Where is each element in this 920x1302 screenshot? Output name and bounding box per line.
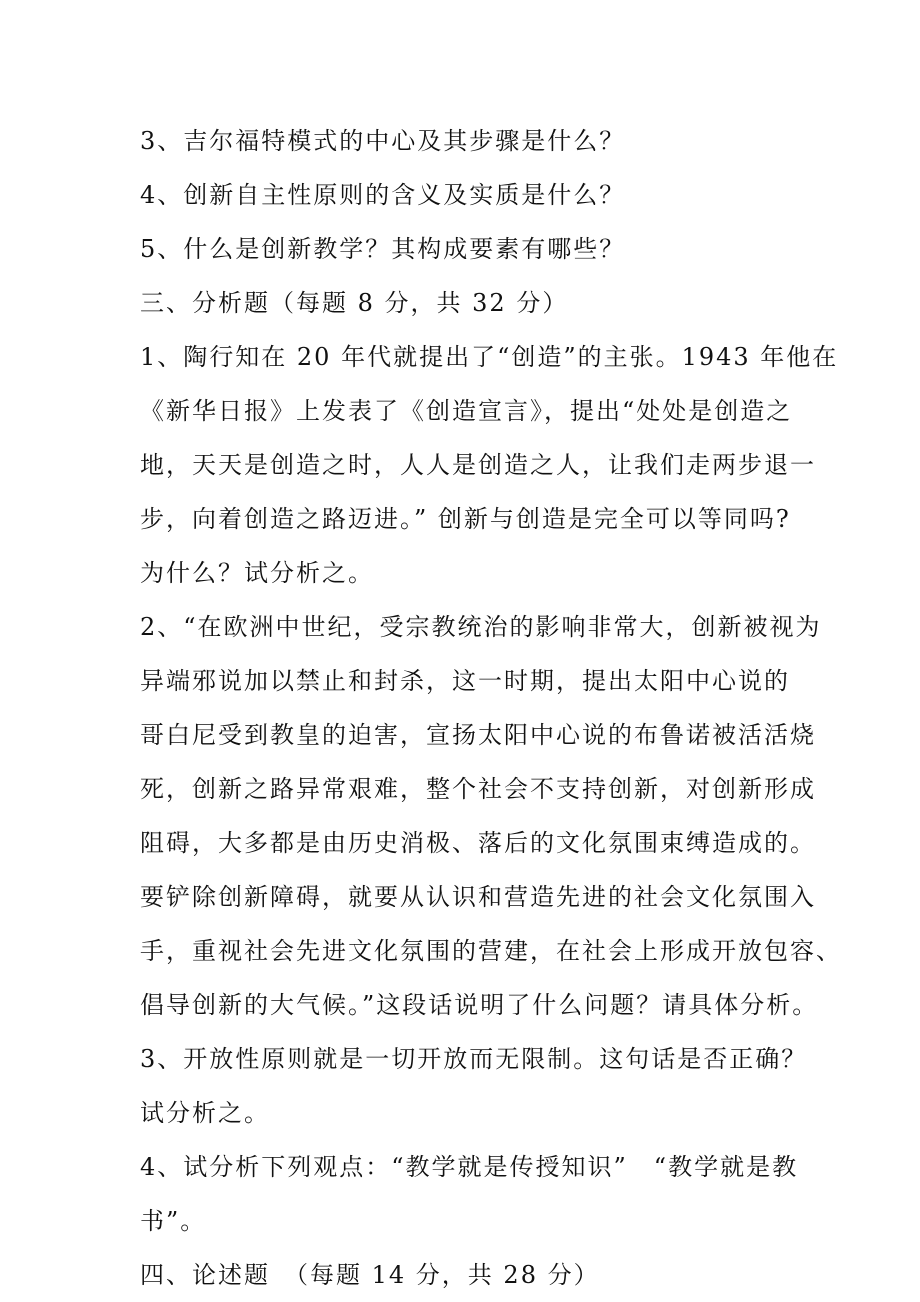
question-text: 倡导创新的大气候。”这段话说明了什么问题？请具体分析。 (140, 991, 819, 1019)
question-text: 4、创新自主性原则的含义及实质是什么？ (140, 181, 626, 209)
question-text: 1、陶行知在 20 年代就提出了“创造”的主张。1943 年他在 (140, 343, 839, 371)
question-text: 2、“在欧洲中世纪，受宗教统治的影响非常大，创新被视为 (140, 613, 822, 641)
question-text: 要铲除创新障碍，就要从认识和营造先进的社会文化氛围入 (140, 883, 816, 911)
question-text: 为什么？试分析之。 (140, 559, 374, 587)
question-text: 3、开放性原则就是一切开放而无限制。这句话是否正确？ (140, 1045, 808, 1073)
question-text: 试分析之。 (140, 1099, 270, 1127)
question-text: 书”。 (140, 1207, 207, 1235)
question-text: 手，重视社会先进文化氛围的营建，在社会上形成开放包容、 (140, 937, 842, 965)
question-text: 死，创新之路异常艰难，整个社会不支持创新，对创新形成 (140, 775, 816, 803)
question-text: 异端邪说加以禁止和封杀，这一时期，提出太阳中心说的 (140, 667, 790, 695)
question-text: 3、吉尔福特模式的中心及其步骤是什么？ (140, 127, 626, 155)
question-text: 《新华日报》上发表了《创造宣言》，提出“处处是创造之 (140, 397, 793, 425)
section-heading: 三、分析题（每题 8 分，共 32 分） (140, 289, 569, 317)
question-text: 地，天天是创造之时，人人是创造之人，让我们走两步退一 (140, 451, 816, 479)
question-text: 步，向着创造之路迈进。” 创新与创造是完全可以等同吗? (140, 505, 791, 533)
document-body (140, 114, 842, 1302)
question-text: 哥白尼受到教皇的迫害，宣扬太阳中心说的布鲁诺被活活烧 (140, 721, 816, 749)
question-text: 4、试分析下列观点：“教学就是传授知识” “教学就是教 (140, 1153, 799, 1181)
section-heading: 四、论述题 （每题 14 分，共 28 分） (140, 1261, 600, 1289)
question-text: 阻碍，大多都是由历史消极、落后的文化氛围束缚造成的。 (140, 829, 816, 857)
question-text: 5、什么是创新教学？其构成要素有哪些？ (140, 235, 626, 263)
